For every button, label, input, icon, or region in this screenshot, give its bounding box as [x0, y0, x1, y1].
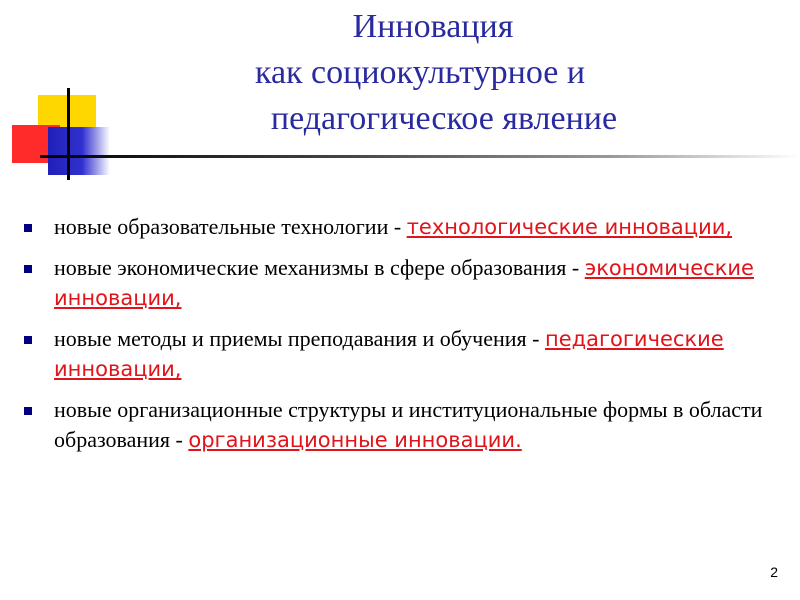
bullet-highlight: организационные инновации.	[188, 428, 522, 452]
bullet-highlight: экономические инновации,	[54, 256, 754, 310]
bullet-item	[24, 253, 764, 313]
bullet-square-icon	[24, 407, 32, 415]
bullet-text: новые образовательные технологии -	[54, 214, 407, 239]
bullet-square-icon	[24, 265, 32, 273]
bullet-text: новые методы и приемы преподавания и обучения -	[54, 326, 545, 351]
bullet-item	[24, 395, 764, 455]
bullet-square-icon	[24, 224, 32, 232]
bullet-text: новые экономические механизмы в сфере образования -	[54, 255, 585, 280]
bullet-square-icon	[24, 336, 32, 344]
bullet-text: новые организационные структуры и институциональные формы в области образования -	[54, 397, 763, 452]
bullet-highlight: педагогические инновации,	[54, 327, 724, 381]
title-divider	[40, 155, 800, 158]
bullet-list	[24, 212, 764, 466]
title-line-2: как социокультурное и	[254, 54, 586, 91]
title-line-3: педагогическое явление	[270, 100, 618, 137]
bullet-highlight: технологические инновации,	[406, 215, 733, 239]
bullet-item	[24, 324, 764, 384]
bullet-item	[24, 212, 764, 242]
page-number: 2	[770, 564, 778, 580]
title-line-1: Инновация	[352, 8, 514, 45]
